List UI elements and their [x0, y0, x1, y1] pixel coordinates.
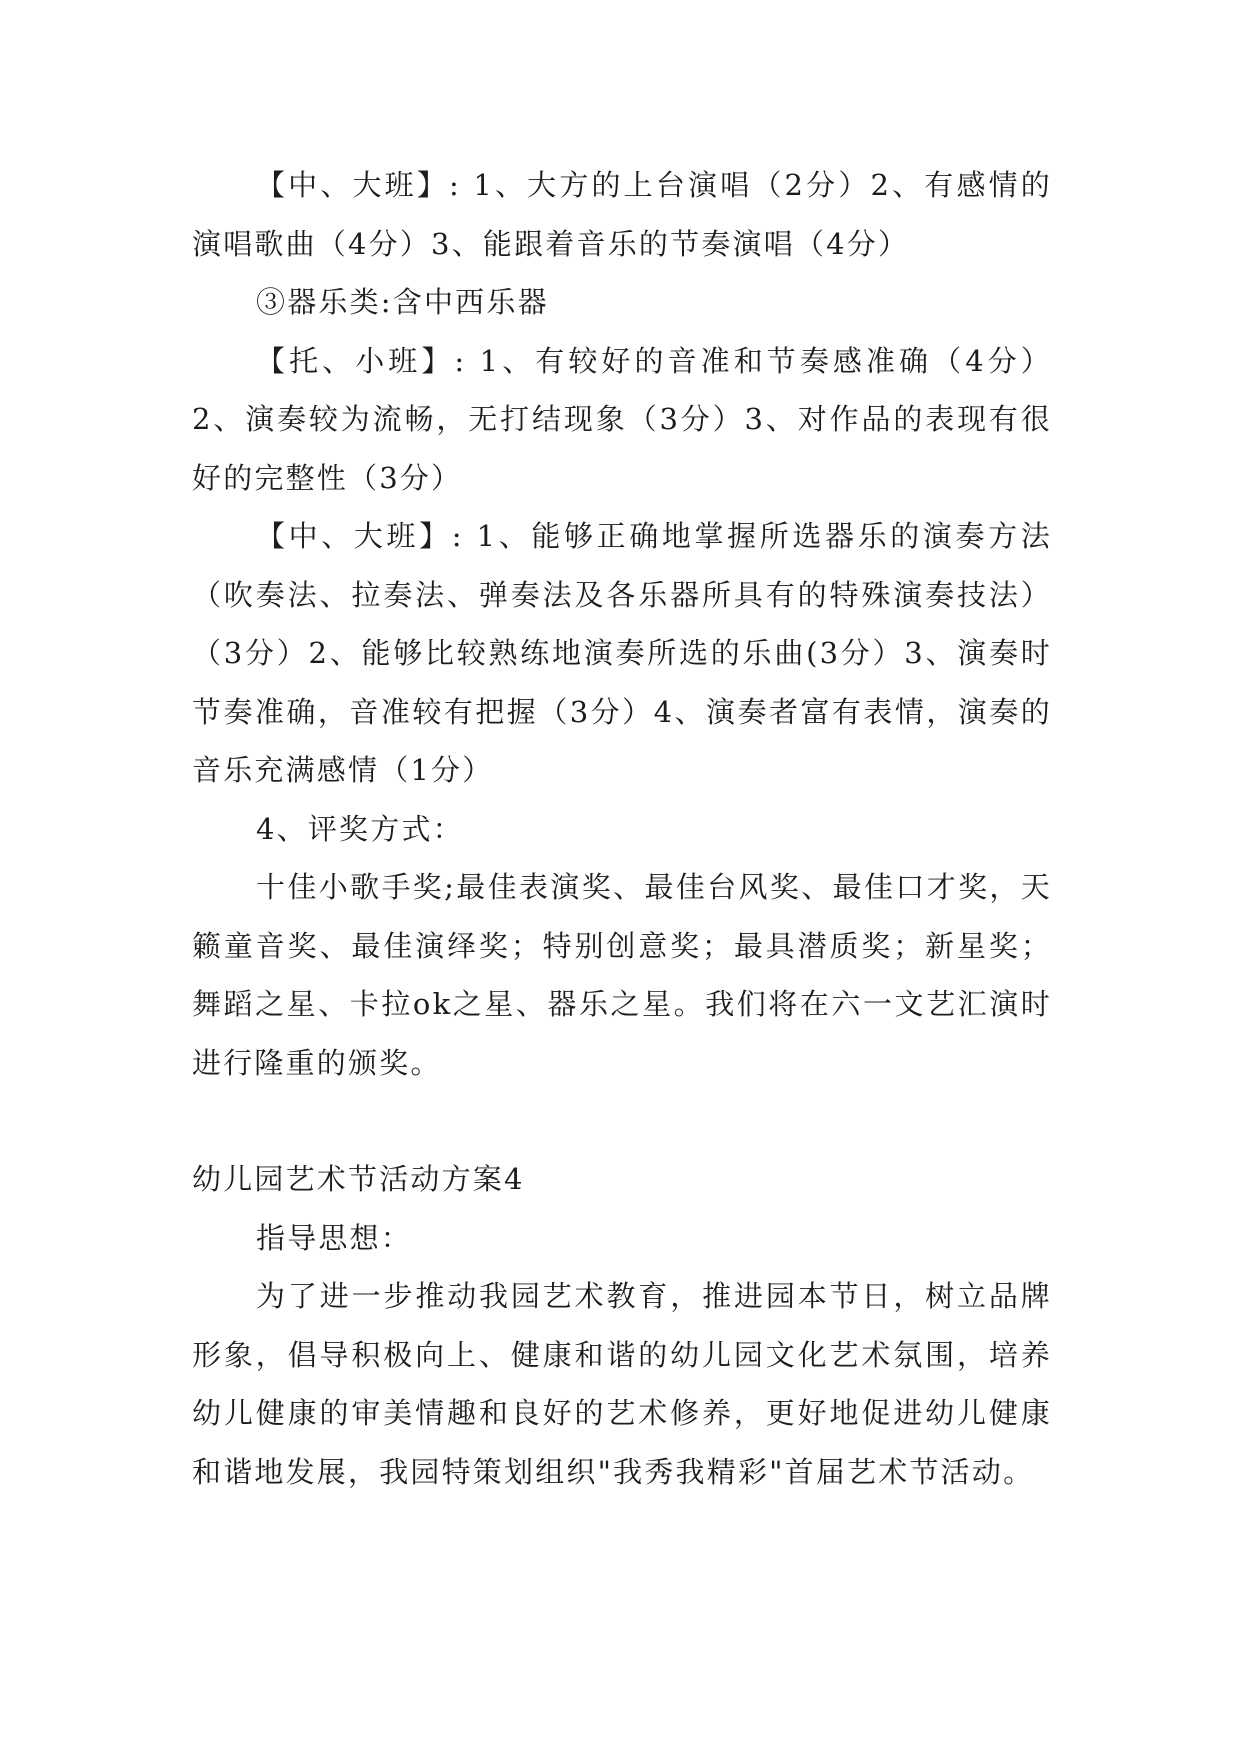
paragraph-guiding-idea-title: 指导思想：	[256, 1220, 413, 1255]
section-heading: 幼儿园艺术节活动方案4	[192, 1162, 525, 1196]
document-page	[192, 156, 1052, 1501]
paragraph-award-list: 十佳小歌手奖;最佳表演奖、最佳台风奖、最佳口才奖，天籁童音奖、最佳演绎奖；特别创意奖；最具潜质奖；新星奖；舞蹈之星、卡拉ok之星、器乐之星。我们将在六一文艺汇演时进行隆重的颁奖。	[192, 870, 1052, 1080]
paragraph-instrument-category: ③器乐类:含中西乐器	[256, 285, 549, 319]
section-gap	[192, 1092, 1052, 1150]
paragraph-guiding-idea-body: 为了进一步推动我园艺术教育，推进园本节日，树立品牌形象，倡导积极向上、健康和谐的幼儿园文化艺术氛围，培养幼儿健康的审美情趣和良好的艺术修养，更好地促进幼儿健康和谐地发展，我园特策划组织"我秀我精彩"首届艺术节活动。	[192, 1279, 1052, 1489]
paragraph-instrument-criteria-middle-senior: 【中、大班】: 1、能够正确地掌握所选器乐的演奏方法（吹奏法、拉奏法、弹奏法及各乐器所具有的特殊演奏技法）（3分）2、能够比较熟练地演奏所选的乐曲(3分）3、演奏时节奏准确，音准较有把握（3分）4、演奏者富有表情，演奏的音乐充满感情（1分）	[192, 519, 1052, 787]
paragraph-singing-criteria-middle-senior: 【中、大班】: 1、大方的上台演唱（2分）2、有感情的演唱歌曲（4分）3、能跟着音乐的节奏演唱（4分）	[192, 168, 1052, 261]
paragraph-award-method-title: 4、评奖方式：	[256, 811, 464, 846]
paragraph-instrument-criteria-junior: 【托、小班】: 1、有较好的音准和节奏感准确（4分）2、演奏较为流畅，无打结现象（3分）3、对作品的表现有很好的完整性（3分）	[192, 343, 1052, 495]
